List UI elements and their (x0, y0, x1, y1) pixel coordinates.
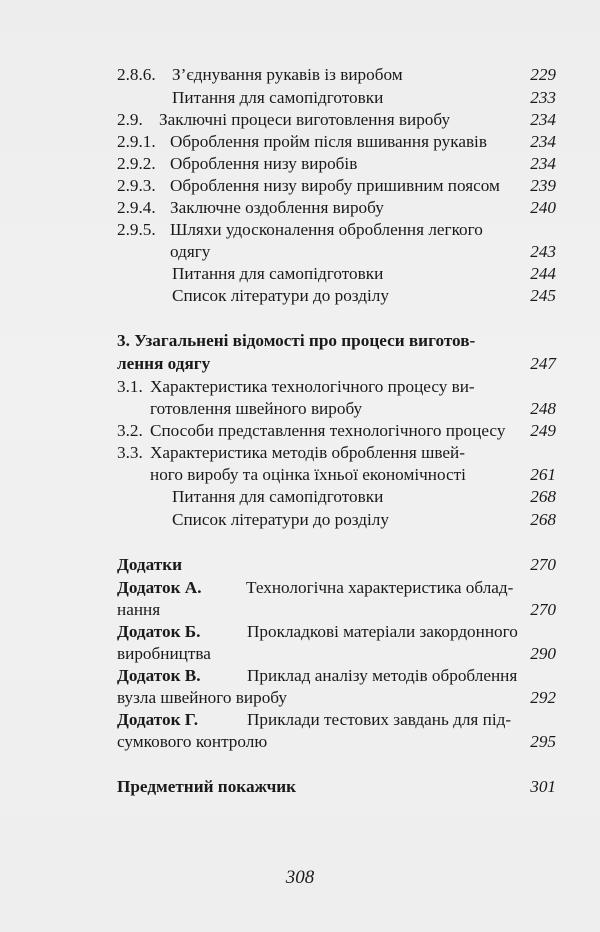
toc-appendix-label: Додаток Б. (117, 622, 201, 641)
toc-entry-title: Оброблення низу виробу пришивним поясом (170, 176, 500, 195)
page-number: 308 (285, 867, 315, 888)
toc-entry (0, 175, 600, 197)
toc-entry-number: 2.9.1. (117, 132, 156, 151)
toc-entry-number: 2.9.5. (117, 220, 156, 239)
toc-entry (0, 263, 600, 285)
toc-entry (0, 420, 600, 442)
toc-entry-page: 290 (530, 644, 556, 663)
toc-entry-title: Приклад аналізу методів оброблення (247, 666, 518, 685)
toc-entry-page: 268 (530, 487, 556, 506)
toc-entry-title: Заключні процеси виготовлення виробу (159, 110, 451, 129)
toc-entry-page: 240 (530, 198, 556, 217)
toc-entry-number: 2.8.6. (117, 65, 156, 84)
toc-entry-number: 2.9.2. (117, 154, 156, 173)
toc-entry-page: 261 (530, 465, 556, 484)
toc-appendix (0, 621, 600, 643)
toc-entry-title: вузла швейного виробу (117, 688, 287, 707)
toc-entry (0, 197, 600, 219)
toc-appendix-label: Додаток В. (117, 666, 201, 685)
toc-entry (0, 64, 600, 86)
toc-entry-title: нання (117, 600, 161, 619)
toc-entry-number: 3.1. (117, 377, 143, 396)
toc-entry-title: готовлення швейного виробу (150, 399, 363, 418)
toc-entry (0, 486, 600, 508)
toc-entry-page: 234 (530, 154, 556, 173)
toc-appendix (0, 709, 600, 731)
toc-appendix (0, 599, 600, 621)
toc-entry-title: Питання для самопідготовки (172, 487, 384, 506)
toc-entry-title: лення одягу (117, 354, 211, 373)
toc-entry-page: 239 (530, 176, 556, 195)
toc-entry-page: 234 (530, 132, 556, 151)
toc-entry (0, 509, 600, 531)
toc-appendix (0, 731, 600, 753)
toc-entry-title: Приклади тестових завдань для під- (247, 710, 512, 729)
toc-appendix (0, 687, 600, 709)
toc-entry-page: 233 (530, 88, 556, 107)
toc-entry-page: 248 (530, 399, 556, 418)
toc-entry-title: Заключне оздоблення виробу (170, 198, 384, 217)
toc-entry (0, 464, 600, 486)
toc-entry-page: 295 (530, 732, 556, 751)
toc-entry (0, 241, 600, 263)
toc-entry-page: 243 (530, 242, 556, 261)
toc-entry-title: Характеристика методів оброблення швей- (150, 443, 465, 462)
toc-entry-number: 3.2. (117, 421, 143, 440)
toc-entry-page: 292 (530, 688, 556, 707)
toc-appendix-label: Додаток Г. (117, 710, 199, 729)
toc-entry-number: 2.9.3. (117, 176, 156, 195)
toc-chapter-heading (0, 353, 600, 375)
toc-entry-title: Додатки (117, 555, 183, 574)
toc-entry-title: Способи представлення технологічного процесу (150, 421, 506, 440)
toc-entry (0, 109, 600, 131)
toc-entry-title: Оброблення низу виробів (170, 154, 358, 173)
toc-entry-title: З’єднування рукавів із виробом (172, 65, 403, 84)
toc-entry-page: 244 (530, 264, 556, 283)
toc-entry (0, 398, 600, 420)
toc-entry-title: сумкового контролю (117, 732, 268, 751)
toc-entry-number: 2.9.4. (117, 198, 156, 217)
toc-entry-number: 3.3. (117, 443, 143, 462)
toc-chapter-heading (0, 330, 600, 352)
toc-appendix (0, 643, 600, 665)
toc-entry-page: 301 (530, 777, 556, 796)
toc-entry-title: Шляхи удосконалення оброблення легкого (170, 220, 483, 239)
toc-entry-page: 270 (530, 555, 556, 574)
toc-entry-title: Предметний покажчик (117, 777, 297, 796)
toc-entry-page: 249 (530, 421, 556, 440)
toc-appendix (0, 577, 600, 599)
toc-entry (0, 131, 600, 153)
toc-entry (0, 442, 600, 464)
toc-entry-title: виробництва (117, 644, 211, 663)
toc-entry-title: 3. Узагальнені відомості про процеси виготов- (117, 331, 476, 350)
toc-entry (0, 285, 600, 307)
toc-entry-title: Технологічна характеристика облад- (246, 578, 514, 597)
toc-entry-title: Оброблення пройм після вшивання рукавів (170, 132, 487, 151)
toc-entry-title: Питання для самопідготовки (172, 88, 384, 107)
toc-entry-title: Прокладкові матеріали закордонного (247, 622, 518, 641)
toc-appendix (0, 665, 600, 687)
toc-entry (0, 87, 600, 109)
toc-entry-title: Питання для самопідготовки (172, 264, 384, 283)
toc-entry-title: одягу (170, 242, 211, 261)
toc-entry-title: Список літератури до розділу (172, 510, 389, 529)
toc-entry (0, 153, 600, 175)
toc-entry-page: 229 (530, 65, 556, 84)
toc-entry-page: 247 (530, 354, 556, 373)
toc-entry (0, 219, 600, 241)
toc-entry-page: 245 (530, 286, 556, 305)
toc-entry (0, 376, 600, 398)
toc-entry-title: Список літератури до розділу (172, 286, 389, 305)
toc-appendix-heading (0, 554, 600, 576)
toc-entry-number: 2.9. (117, 110, 143, 129)
toc-entry-page: 234 (530, 110, 556, 129)
toc-index-heading (0, 776, 600, 798)
toc-entry-page: 270 (530, 600, 556, 619)
toc-entry-page: 268 (530, 510, 556, 529)
toc-entry-title: ного виробу та оцінка їхньої економічності (150, 465, 466, 484)
toc-appendix-label: Додаток А. (117, 578, 202, 597)
toc-entry-title: Характеристика технологічного процесу ви- (150, 377, 475, 396)
